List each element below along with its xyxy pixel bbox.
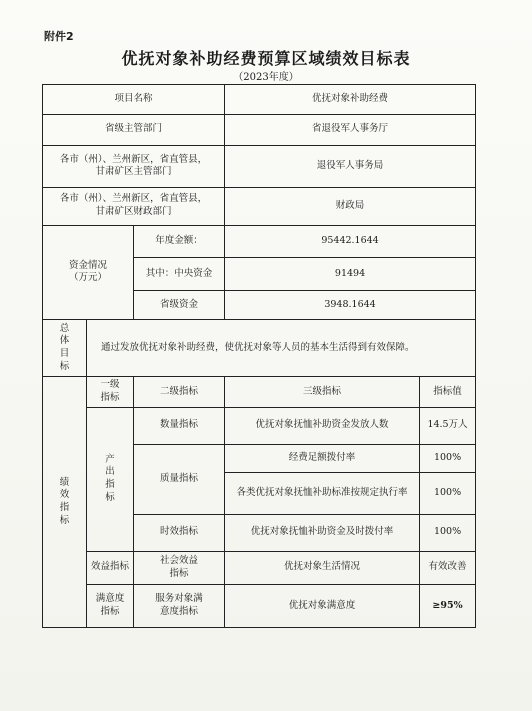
overall-goal-label bbox=[43, 320, 87, 377]
social-benefit-value: 有效改善 bbox=[420, 551, 476, 585]
quality-indicator-label: 质量指标 bbox=[134, 444, 225, 514]
table-row bbox=[43, 407, 476, 444]
satisfaction-item: 优抚对象满意度 bbox=[225, 585, 420, 628]
header-level1 bbox=[87, 377, 134, 408]
table-row bbox=[43, 187, 476, 225]
provincial-dept-value: 省退役军人事务厅 bbox=[225, 114, 476, 146]
provincial-dept-label: 省级主管部门 bbox=[43, 114, 225, 146]
annual-amount-label: 年度金额： bbox=[134, 225, 225, 258]
output-indicator-text: 产出指标 bbox=[105, 453, 115, 504]
finance-dept-label bbox=[43, 187, 225, 225]
output-indicator-label bbox=[87, 407, 134, 551]
project-name-value: 优抚对象补助经费 bbox=[225, 85, 476, 115]
satisfaction-indicator-label bbox=[87, 585, 134, 628]
satisfaction-value: ≥95% bbox=[420, 585, 476, 628]
quality-indicator-item-1: 经费足额拨付率 bbox=[225, 444, 420, 473]
performance-target-table bbox=[42, 84, 476, 628]
social-benefit-item: 优抚对象生活情况 bbox=[225, 551, 420, 585]
city-dept-label-line1: 各市（州）、兰州新区，省直管县， bbox=[59, 153, 208, 165]
table-row bbox=[43, 225, 476, 258]
finance-dept-value: 财政局 bbox=[225, 187, 476, 225]
header-level2: 二级指标 bbox=[134, 377, 225, 408]
project-name-label: 项目名称 bbox=[43, 85, 225, 115]
performance-indicators-label bbox=[43, 377, 87, 628]
time-indicator-value: 100% bbox=[420, 514, 476, 551]
quality-indicator-value-2: 100% bbox=[420, 473, 476, 515]
table-row bbox=[43, 85, 476, 115]
city-dept-label-line2: 甘肃矿区主管部门 bbox=[95, 166, 172, 178]
quantity-indicator-value: 14.5万人 bbox=[420, 407, 476, 444]
funds-label-line1: 资金情况 bbox=[68, 259, 107, 271]
social-benefit-label bbox=[134, 551, 225, 585]
city-dept-value: 退役军人事务局 bbox=[225, 146, 476, 188]
finance-dept-label-line2: 甘肃矿区财政部门 bbox=[95, 206, 172, 218]
central-funds-label: 其中：中央资金 bbox=[134, 258, 225, 291]
satisfaction-indicator-text: 满意度指标 bbox=[95, 593, 125, 618]
table-row bbox=[43, 114, 476, 146]
service-satisfaction-text: 服务对象满意度指标 bbox=[155, 593, 203, 618]
time-indicator-label: 时效指标 bbox=[134, 514, 225, 551]
time-indicator-item: 优抚对象抚恤补助资金及时拨付率 bbox=[225, 514, 420, 551]
quantity-indicator-item: 优抚对象抚恤补助资金发放人数 bbox=[225, 407, 420, 444]
annual-amount-value: 95442.1644 bbox=[225, 225, 476, 258]
document-title: 优抚对象补助经费预算区域绩效目标表 bbox=[121, 49, 411, 68]
social-benefit-text: 社会效益指标 bbox=[160, 555, 199, 579]
table-row bbox=[43, 585, 476, 628]
performance-indicators-text: 绩效指标 bbox=[59, 476, 70, 526]
annex-label: 附件2 bbox=[44, 30, 74, 43]
table-row bbox=[43, 551, 476, 585]
quantity-indicator-label: 数量指标 bbox=[134, 407, 225, 444]
funds-label bbox=[43, 225, 134, 320]
provincial-funds-label: 省级资金 bbox=[134, 290, 225, 320]
header-level1-text: 一级指标 bbox=[100, 379, 120, 404]
central-funds-value: 91494 bbox=[225, 258, 476, 291]
city-dept-label bbox=[43, 146, 225, 188]
benefit-indicator-label: 效益指标 bbox=[87, 551, 134, 585]
table-row bbox=[43, 320, 476, 377]
overall-goal-text: 通过发放优抚对象补助经费，使优抚对象等人员的基本生活得到有效保障。 bbox=[87, 320, 476, 377]
service-satisfaction-label bbox=[134, 585, 225, 628]
table-row bbox=[43, 377, 476, 408]
overall-goal-label-text: 总体目标 bbox=[59, 322, 70, 373]
provincial-funds-value: 3948.1644 bbox=[225, 290, 476, 320]
header-level3: 三级指标 bbox=[225, 377, 420, 408]
table-row bbox=[43, 146, 476, 188]
fiscal-year: （2023年度） bbox=[233, 72, 299, 83]
finance-dept-label-line1: 各市（州）、兰州新区，省直管县， bbox=[59, 193, 208, 205]
quality-indicator-item-2: 各类优抚对象抚恤补助标准按规定执行率 bbox=[225, 473, 420, 515]
funds-label-line2: （万元） bbox=[68, 272, 107, 284]
header-value: 指标值 bbox=[420, 377, 476, 408]
quality-indicator-value-1: 100% bbox=[420, 444, 476, 473]
